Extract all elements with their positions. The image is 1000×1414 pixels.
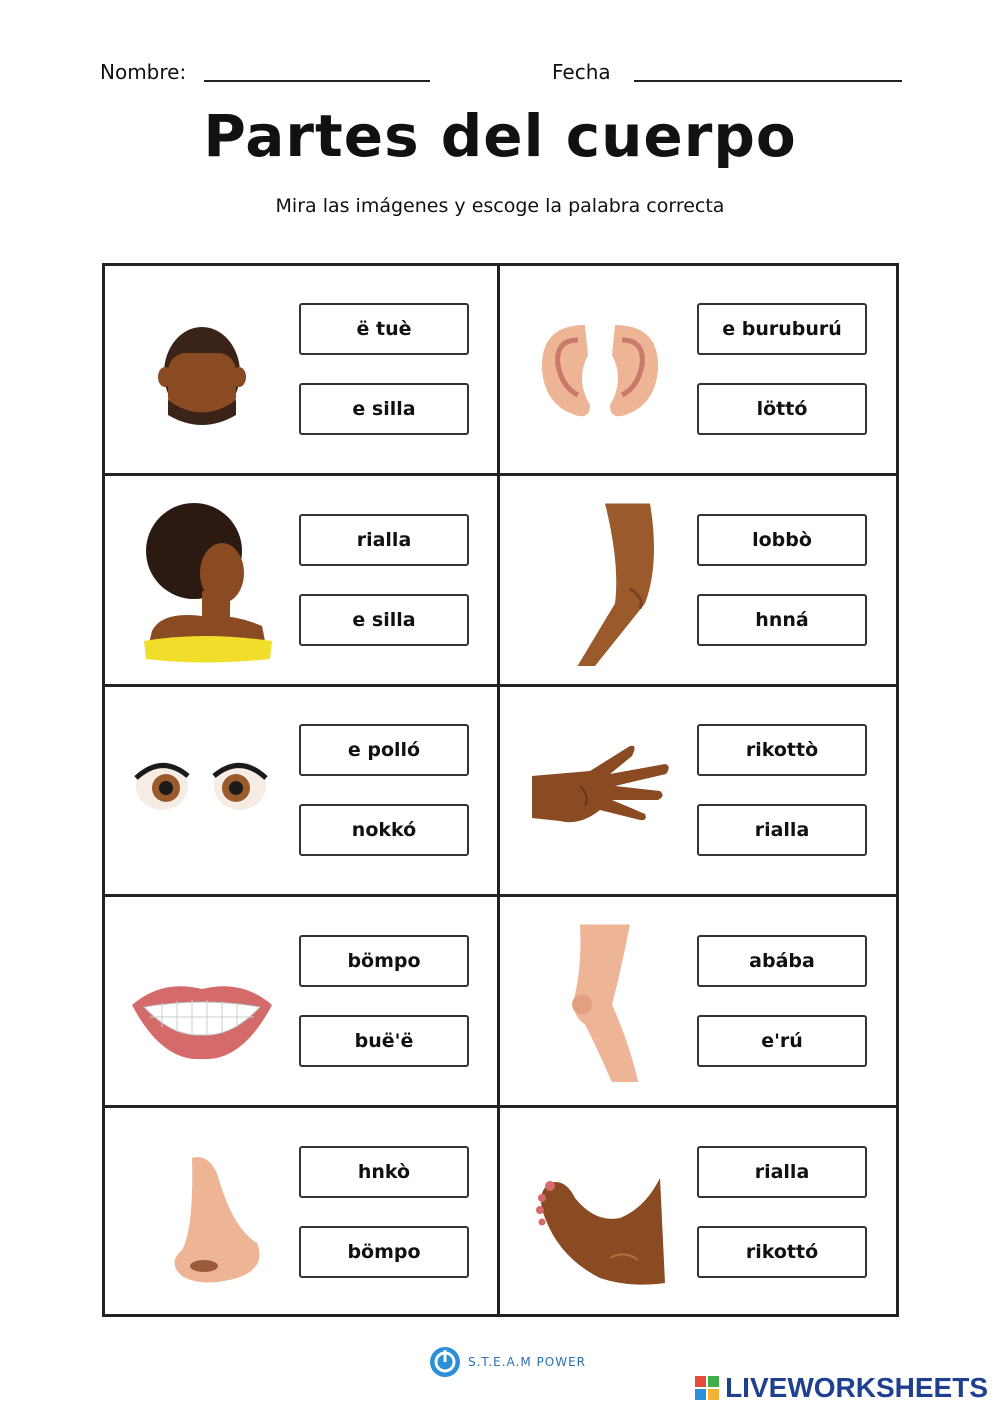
cell-neck (102, 476, 500, 686)
option-button[interactable]: buë'ë (299, 1015, 469, 1067)
ears-icon (520, 295, 680, 445)
option-button[interactable]: rialla (299, 514, 469, 566)
liveworksheets-text: LIVEWORKSHEETS (725, 1372, 988, 1403)
date-input-line[interactable] (634, 80, 902, 82)
option-button[interactable]: hnná (697, 594, 867, 646)
steam-power-icon (428, 1345, 462, 1379)
liveworksheets-brand[interactable] (695, 1372, 988, 1404)
cell-knee (500, 897, 898, 1107)
foot-icon (520, 1138, 680, 1288)
cell-mouth (102, 897, 500, 1107)
option-button[interactable]: rialla (697, 1146, 867, 1198)
option-button[interactable]: bömpo (299, 1226, 469, 1278)
option-button[interactable]: rikottó (697, 1226, 867, 1278)
cell-foot (500, 1108, 898, 1318)
eyes-icon (122, 716, 282, 866)
nose-icon (122, 1138, 282, 1288)
cell-eyes (102, 686, 500, 896)
option-button[interactable]: rikottò (697, 724, 867, 776)
head-icon (122, 295, 282, 445)
option-button[interactable]: lobbò (697, 514, 867, 566)
hand-icon (520, 716, 680, 866)
date-label: Fecha (552, 60, 611, 84)
neck-woman-icon (122, 486, 282, 666)
page-title: Partes del cuerpo (203, 102, 797, 170)
steam-power-text: S.T.E.A.M POWER (468, 1355, 586, 1369)
cell-head (102, 265, 500, 475)
knee-leg-icon (520, 917, 680, 1082)
option-button[interactable]: e polló (299, 724, 469, 776)
option-button[interactable]: nokkó (299, 804, 469, 856)
instructions: Mira las imágenes y escoge la palabra correcta (275, 195, 725, 217)
option-button[interactable]: e buruburú (697, 303, 867, 355)
option-button[interactable]: bömpo (299, 935, 469, 987)
option-button[interactable]: rialla (697, 804, 867, 856)
cell-nose (102, 1108, 500, 1318)
cell-ears (500, 265, 898, 475)
name-input-line[interactable] (204, 80, 430, 82)
option-button[interactable]: löttó (697, 383, 867, 435)
option-button[interactable]: e silla (299, 383, 469, 435)
name-label: Nombre: (100, 60, 187, 84)
mouth-icon (122, 927, 282, 1077)
cell-elbow (500, 476, 898, 686)
cell-hand (500, 686, 898, 896)
liveworksheets-icon (695, 1376, 719, 1400)
option-button[interactable]: ë tuè (299, 303, 469, 355)
steam-power-logo (428, 1345, 586, 1379)
option-button[interactable]: e silla (299, 594, 469, 646)
option-button[interactable]: e'rú (697, 1015, 867, 1067)
option-button[interactable]: hnkò (299, 1146, 469, 1198)
option-button[interactable]: abába (697, 935, 867, 987)
elbow-arm-icon (520, 491, 680, 666)
